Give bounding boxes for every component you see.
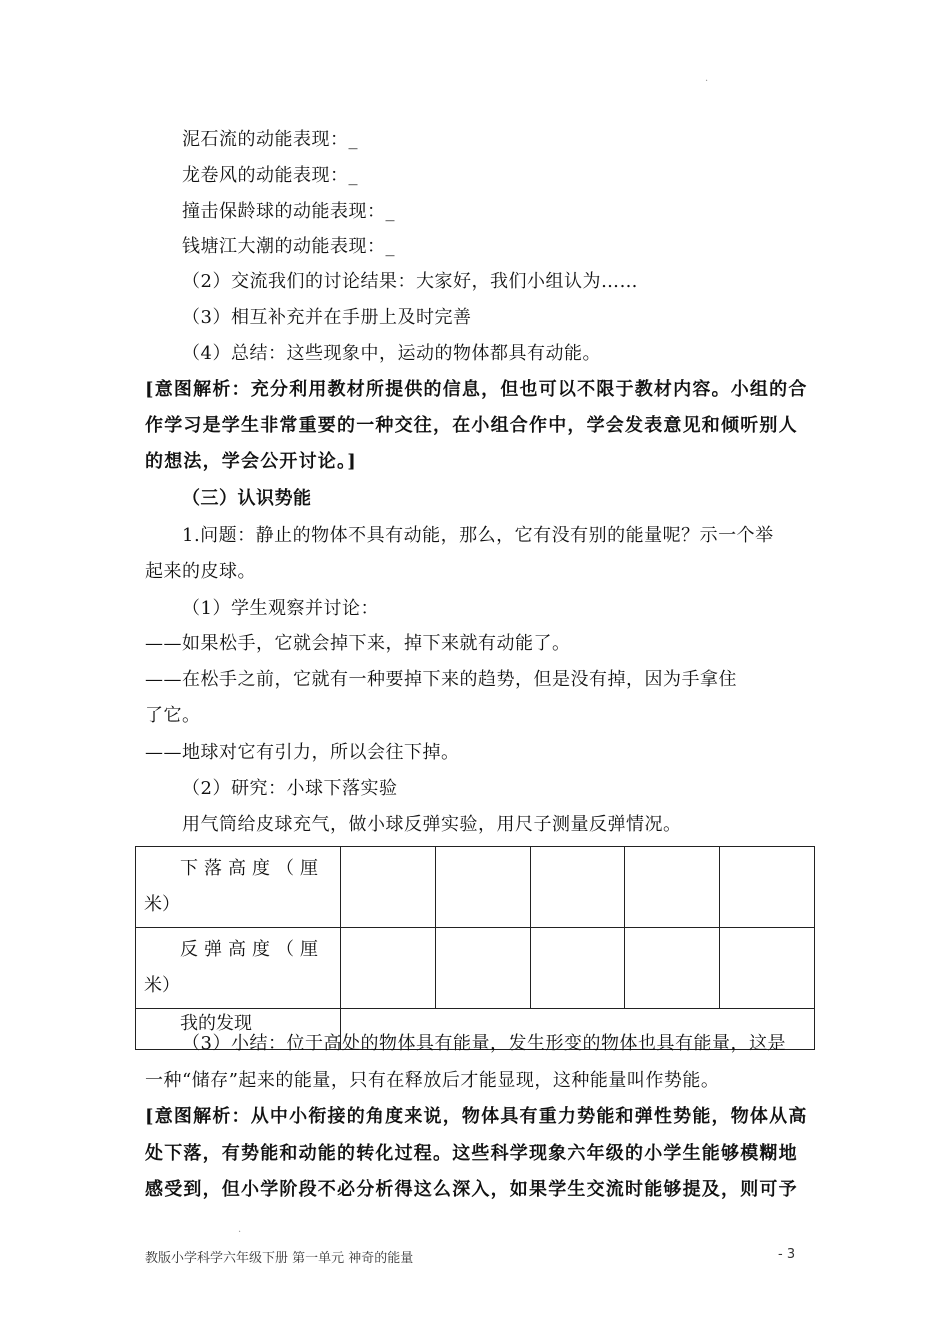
table-row (136, 847, 815, 928)
intent-analysis-line: 处下落，有势能和动能的转化过程。这些科学现象六年级的小学生能够模糊地 (145, 1143, 798, 1164)
row-label-line: 下落高度（厘 (180, 858, 324, 879)
table-cell (435, 928, 530, 1009)
table-row (136, 928, 815, 1009)
experiment-table (135, 846, 815, 1050)
question-line: 1.问题：静止的物体不具有动能，那么，它有没有别的能量呢？示一个举 (182, 525, 774, 546)
section-heading: （三）认识势能 (182, 488, 312, 509)
row-label-line: 米） (144, 894, 180, 915)
table-cell (720, 847, 815, 928)
table-cell (341, 928, 436, 1009)
table-cell (720, 928, 815, 1009)
table-cell (625, 847, 720, 928)
page-mark: · (705, 76, 709, 87)
table-cell (341, 847, 436, 928)
discussion-line: （2）研究：小球下落实验 (182, 778, 398, 799)
summary-line: 一种“储存”起来的能量，只有在释放后才能显现，这种能量叫作势能。 (145, 1070, 720, 1091)
row-label-line: 米） (144, 975, 180, 996)
row-label (136, 928, 341, 1009)
page-number: - 3 (778, 1247, 796, 1262)
footer-title: 教版小学科学六年级下册 第一单元 神奇的能量 (145, 1251, 414, 1266)
finding-label: 我的发现 (136, 1009, 341, 1050)
discussion-line: ——地球对它有引力，所以会往下掉。 (145, 742, 460, 763)
discussion-line: （1）学生观察并讨论： (182, 598, 379, 619)
table-cell (530, 847, 625, 928)
text-line: 龙卷风的动能表现：_ (182, 165, 358, 186)
summary-line: （3）小结：位于高处的物体具有能量，发生形变的物体也具有能量，这是 (182, 1033, 786, 1054)
discussion-line: 用气筒给皮球充气，做小球反弹实验，用尺子测量反弹情况。 (182, 814, 682, 835)
text-line: （3）相互补充并在手册上及时完善 (182, 307, 472, 328)
row-label (136, 847, 341, 928)
discussion-line: 了它。 (145, 705, 201, 726)
table-cell (530, 928, 625, 1009)
text-line: 撞击保龄球的动能表现：_ (182, 201, 395, 222)
intent-analysis-line: [意图解析：从中小衔接的角度来说，物体具有重力势能和弹性势能，物体从高 (145, 1106, 808, 1127)
intent-analysis-line: [意图解析：充分利用教材所提供的信息，但也可以不限于教材内容。小组的合 (145, 379, 808, 400)
row-label-line: 反弹高度（厘 (180, 939, 324, 960)
text-line: （2）交流我们的讨论结果：大家好，我们小组认为…… (182, 271, 638, 292)
intent-analysis-line: 感受到，但小学阶段不必分析得这么深入，如果学生交流时能够提及，则可予 (145, 1179, 798, 1200)
footer-mark: · (238, 1227, 242, 1238)
table-cell (435, 847, 530, 928)
question-line: 起来的皮球。 (145, 561, 256, 582)
text-line: 泥石流的动能表现：_ (182, 129, 358, 150)
intent-analysis-line: 的想法，学会公开讨论。] (145, 451, 357, 472)
discussion-line: ——在松手之前，它就有一种要掉下来的趋势，但是没有掉，因为手拿住 (145, 669, 737, 690)
text-line: 钱塘江大潮的动能表现：_ (182, 236, 395, 257)
text-line: （4）总结：这些现象中，运动的物体都具有动能。 (182, 343, 601, 364)
intent-analysis-line: 作学习是学生非常重要的一种交往，在小组合作中，学会发表意见和倾听别人 (145, 415, 798, 436)
discussion-line: ——如果松手，它就会掉下来，掉下来就有动能了。 (145, 633, 571, 654)
table-cell (625, 928, 720, 1009)
